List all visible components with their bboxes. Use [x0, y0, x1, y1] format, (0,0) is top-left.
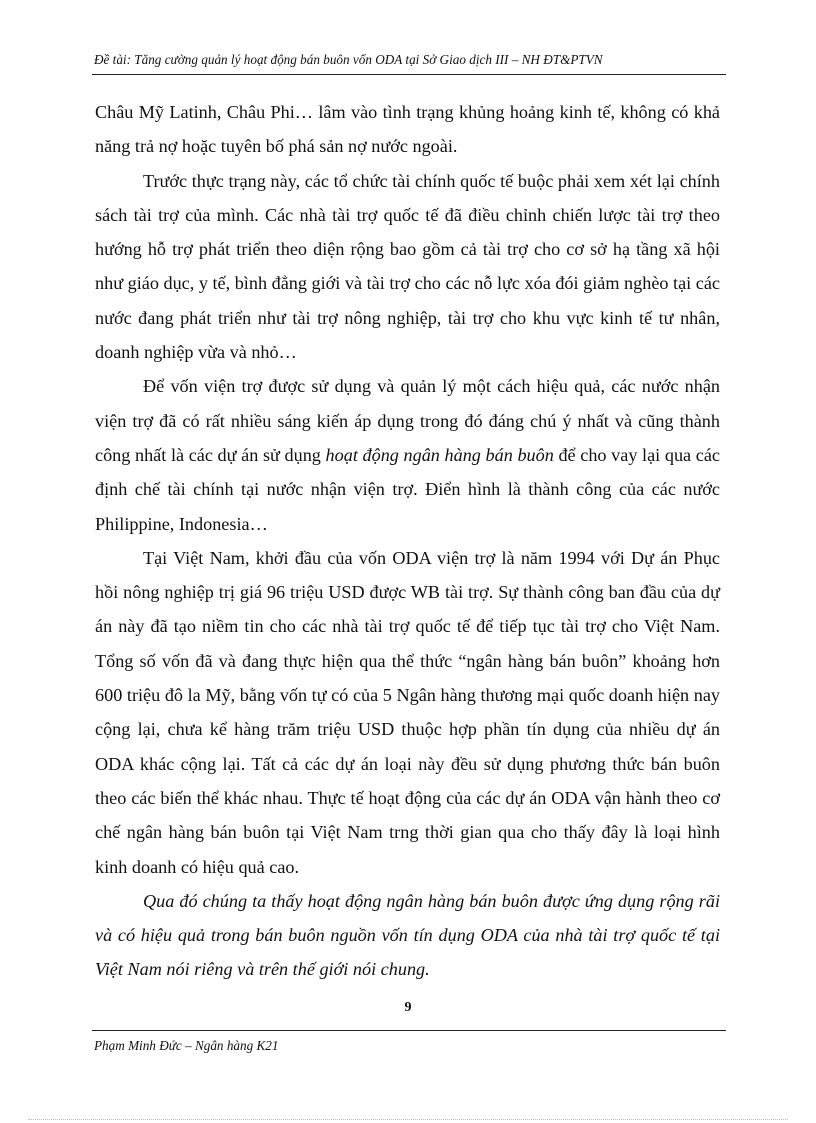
- running-header: Đề tài: Tăng cường quản lý hoạt động bán buôn vốn ODA tại Sở Giao dịch III – NH ĐT&PTVN: [94, 52, 603, 67]
- paragraph-3-emphasis: hoạt động ngân hàng bán buôn: [325, 444, 554, 465]
- running-footer: Phạm Minh Đức – Ngân hàng K21: [94, 1038, 279, 1053]
- paragraph-3: [95, 369, 720, 540]
- paragraph-2: Trước thực trạng này, các tổ chức tài chính quốc tế buộc phải xem xét lại chính sách tài trợ của mình. Các nhà tài trợ quốc tế đã điều chỉnh chiến lược tài trợ theo hướng hỗ trợ phát triển theo diện rộng bao gồm cả tài trợ cho cơ sở hạ tầng xã hội như giáo dục, y tế, bình đẳng giới và tài trợ cho các nỗ lực xóa đói giảm nghèo tại các nước đang phát triển như tài trợ nông nghiệp, tài trợ cho khu vực kinh tế tư nhân, doanh nghiệp vừa và nhỏ…: [95, 170, 720, 363]
- body-text: [95, 95, 720, 987]
- page-number: 9: [404, 1000, 412, 1015]
- paragraph-3-text-start: Để vốn viện trợ được sử dụng và quản lý một cách hiệu quả, các nước nhận viện trợ đã có rất nhiều sáng kiến áp dụng trong đó đáng chú ý nhất và cũng thành công nhất là các dự án sử dụng: [95, 376, 720, 465]
- paragraph-1: Châu Mỹ Latinh, Châu Phi… lâm vào tình trạng khủng hoảng kinh tế, không có khả năng trả nợ hoặc tuyên bố phá sản nợ nước ngoài.: [95, 102, 720, 157]
- page-bottom-dotted-line: [28, 1119, 788, 1120]
- paragraph-5: Qua đó chúng ta thấy hoạt động ngân hàng bán buôn được ứng dụng rộng rãi và có hiệu quả trong bán buôn nguồn vốn tín dụng ODA của nhà tài trợ quốc tế tại Việt Nam nói riêng và trên thế giới nói chung.: [95, 890, 720, 980]
- paragraph-4: Tại Việt Nam, khởi đầu của vốn ODA viện trợ là năm 1994 với Dự án Phục hồi nông nghiệp trị giá 96 triệu USD được WB tài trợ. Sự thành công ban đầu của dự án này đã tạo niềm tin cho các nhà tài trợ quốc tế để tiếp tục tài trợ cho Việt Nam. Tổng số vốn đã và đang thực hiện qua thể thức “ngân hàng bán buôn” khoảng hơn 600 triệu đô la Mỹ, bằng vốn tự có của 5 Ngân hàng thương mại quốc doanh hiện nay cộng lại, chưa kể hàng trăm triệu USD thuộc hợp phần tín dụng của nhiều dự án ODA khác cộng lại. Tất cả các dự án loại này đều sử dụng phương thức bán buôn theo các biến thể khác nhau. Thực tế hoạt động của các dự án ODA vận hành theo cơ chế ngân hàng bán buôn tại Việt Nam trng thời gian qua cho thấy đây là loại hình kinh doanh có hiệu quả cao.: [95, 547, 720, 877]
- paragraph-3-text-end: để cho vay lại qua các định chế tài chính tại nước nhận viện trợ. Điển hình là thành công của các nước Philippine, Indonesia…: [95, 444, 720, 534]
- header-divider: [92, 74, 726, 75]
- footer-divider: [92, 1030, 726, 1031]
